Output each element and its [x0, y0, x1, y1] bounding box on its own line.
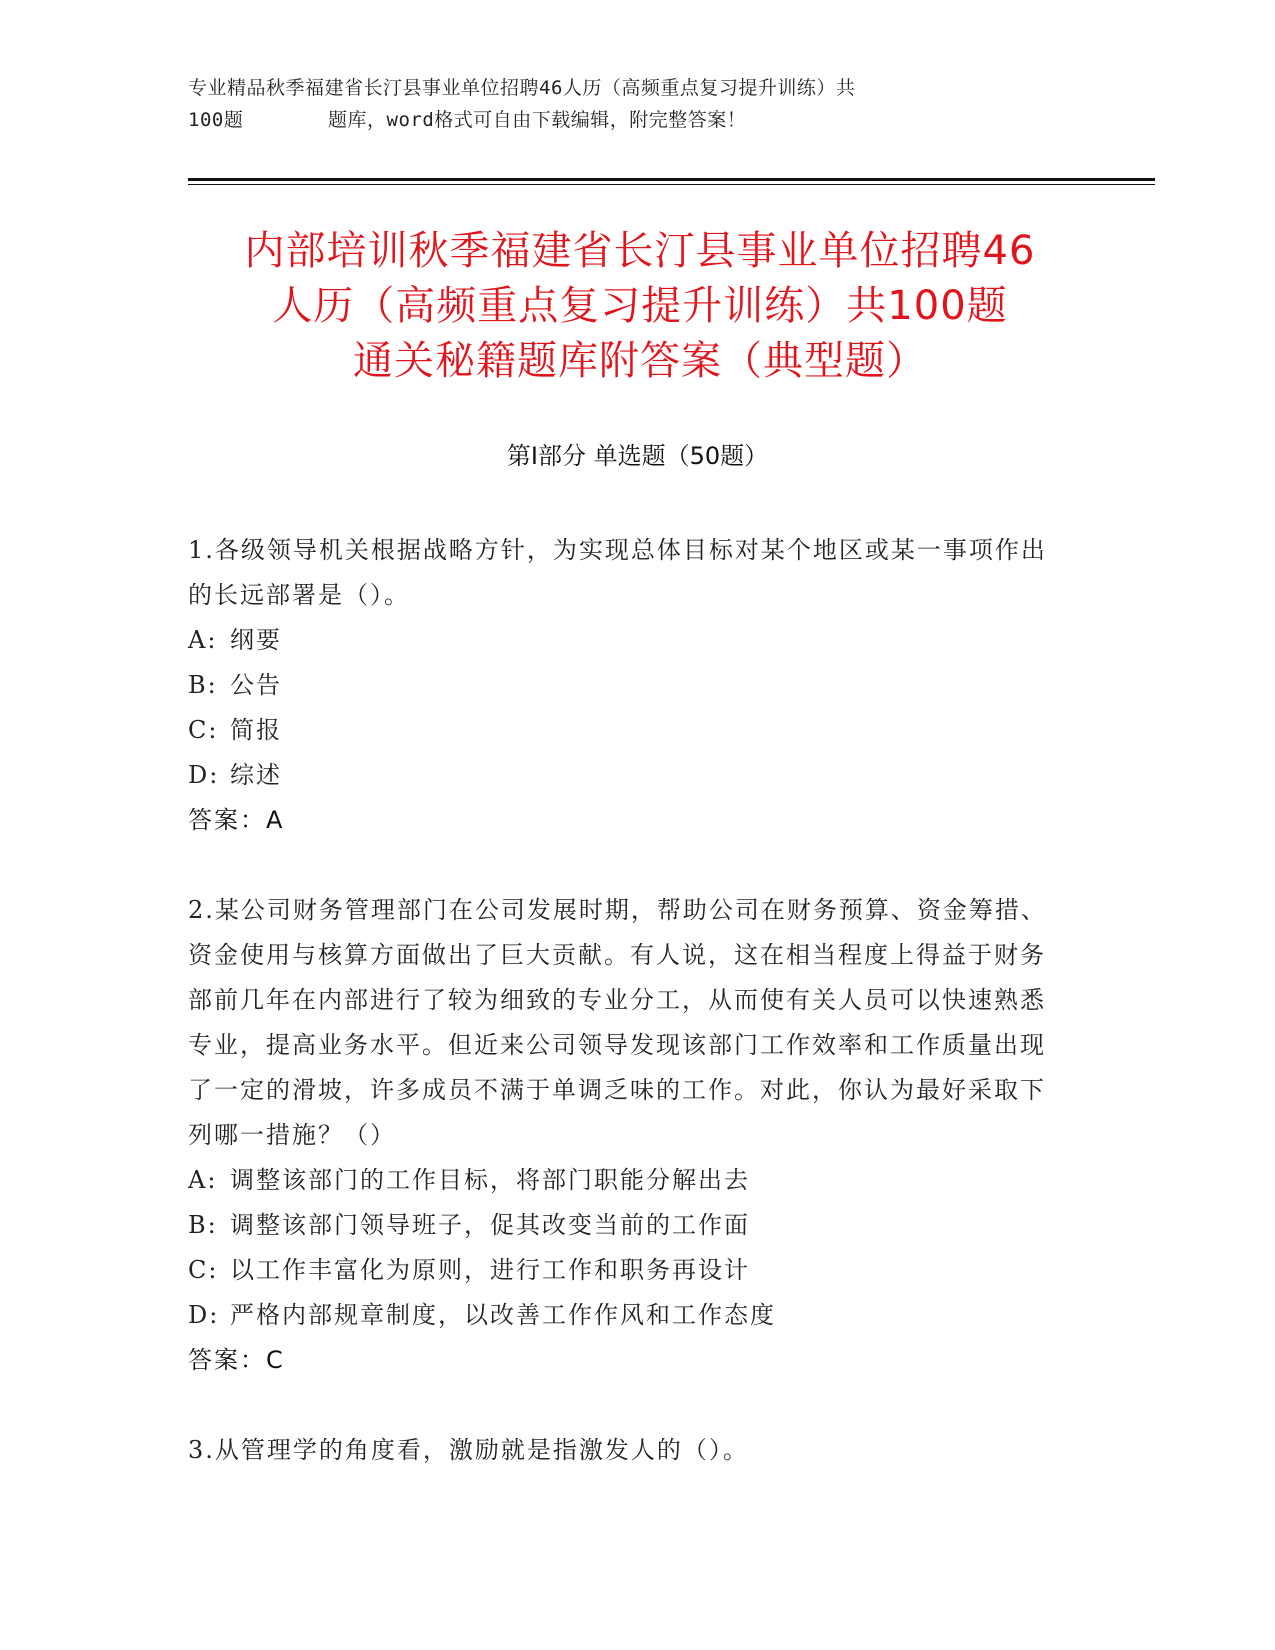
option-letter: B: — [188, 1211, 218, 1239]
title-line-3: 通关秘籍题库附答案（典型题） — [353, 338, 927, 384]
answer-line: 答案：C — [188, 1346, 285, 1374]
question-stem: 1.各级领导机关根据战略方针，为实现总体目标对某个地区或某一事项作出的长远部署是（）。 — [188, 536, 1047, 609]
title-line-2: 人历（高频重点复习提升训练）共100题 — [272, 283, 1008, 329]
option-b — [188, 1203, 1058, 1248]
section-heading: 第I部分 单选题（50题） — [506, 442, 769, 470]
option-text: 公告 — [230, 671, 282, 699]
option-letter: A: — [188, 626, 218, 654]
option-c — [188, 1248, 1058, 1293]
header-rule-thin — [188, 184, 1155, 185]
option-letter: C: — [188, 716, 219, 744]
option-text: 调整该部门领导班子，促其改变当前的工作面 — [230, 1211, 750, 1239]
header-rule-thick — [188, 178, 1155, 181]
question-1 — [188, 528, 1058, 843]
option-a — [188, 1158, 1058, 1203]
option-letter: D: — [188, 1301, 220, 1329]
option-text: 简报 — [230, 716, 282, 744]
question-stem: 2.某公司财务管理部门在公司发展时期，帮助公司在财务预算、资金筹措、资金使用与核算方面做出了巨大贡献。有人说，这在相当程度上得益于财务部前几年在内部进行了较为细致的专业分工，从而使有关人员可以快速熟悉专业，提高业务水平。但近来公司领导发现该部门工作效率和工作质量出现了一定的滑坡，许多成员不满于单调乏味的工作。对此，你认为最好采取下列哪一措施？（） — [188, 896, 1047, 1149]
header-note-count: 100题 — [188, 109, 244, 131]
header-note — [188, 72, 1068, 136]
option-a — [188, 618, 1058, 663]
question-stem: 3.从管理学的角度看，激励就是指激发人的（）。 — [188, 1436, 749, 1464]
header-note-line1: 专业精品秋季福建省长汀县事业单位招聘46人历（高频重点复习提升训练）共 — [188, 77, 856, 99]
header-note-text: 题库，word格式可自由下载编辑，附完整答案！ — [328, 109, 747, 131]
option-text: 以工作丰富化为原则，进行工作和职务再设计 — [230, 1256, 750, 1284]
document-title — [180, 224, 1100, 389]
question-2 — [188, 888, 1058, 1383]
question-3 — [188, 1428, 1058, 1473]
option-letter: A: — [188, 1166, 218, 1194]
option-text: 纲要 — [230, 626, 282, 654]
option-letter: D: — [188, 761, 220, 789]
option-letter: C: — [188, 1256, 219, 1284]
question-list — [188, 528, 1058, 1518]
option-text: 综述 — [230, 761, 282, 789]
option-text: 调整该部门的工作目标，将部门职能分解出去 — [230, 1166, 750, 1194]
option-d — [188, 1293, 1058, 1338]
option-text: 严格内部规章制度，以改善工作作风和工作态度 — [230, 1301, 776, 1329]
title-line-1: 内部培训秋季福建省长汀县事业单位招聘46 — [244, 228, 1036, 274]
option-b — [188, 663, 1058, 708]
option-c — [188, 708, 1058, 753]
option-d — [188, 753, 1058, 798]
option-letter: B: — [188, 671, 218, 699]
answer-line: 答案：A — [188, 806, 285, 834]
header-note-line2 — [188, 104, 1068, 136]
